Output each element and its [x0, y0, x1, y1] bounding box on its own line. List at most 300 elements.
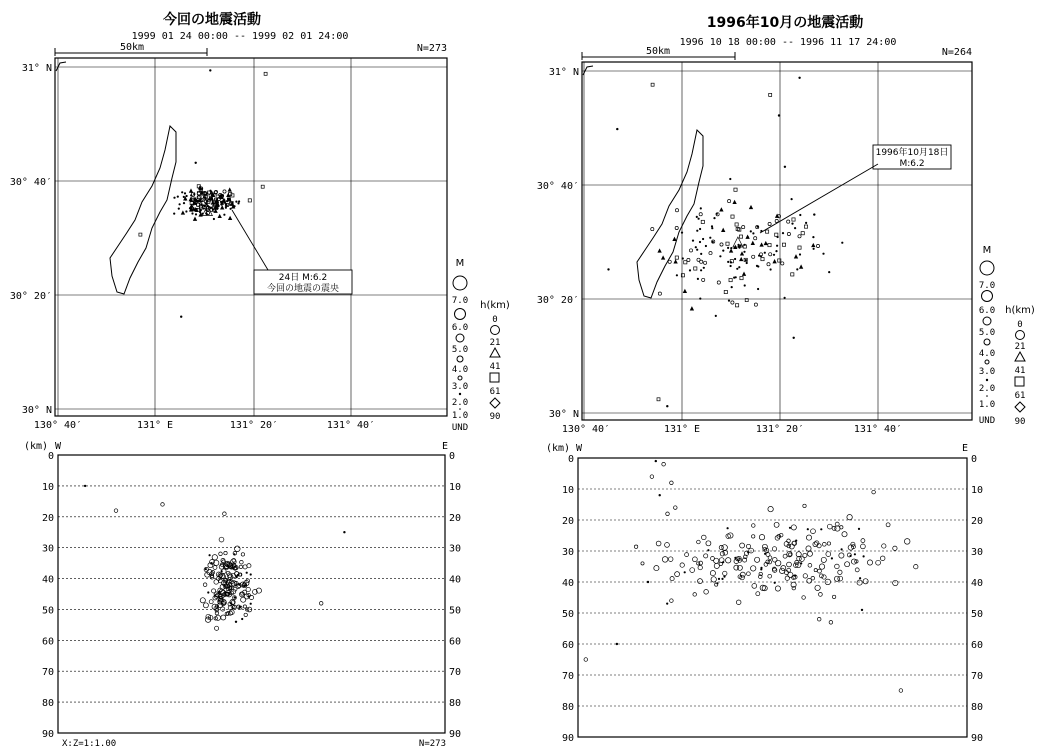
section-1-hypocenter — [237, 574, 239, 576]
section-2-hypocenter — [616, 643, 618, 645]
map-2-epicenter — [709, 252, 712, 255]
section-2-hypocenter — [827, 542, 830, 545]
section-2-depth-tick-label: 40 — [561, 578, 574, 589]
section-2-hypocenter — [827, 524, 832, 529]
map-2-epicenter — [731, 301, 734, 304]
map-2-epicenter — [799, 214, 801, 216]
map-2-epicenter — [791, 198, 793, 200]
map-1-epicenter — [223, 199, 225, 201]
legend-1-depth-label-1: 0 — [492, 315, 498, 325]
map-2-epicenter — [792, 218, 795, 221]
section-2-hypocenter — [711, 557, 715, 561]
map-2-epicenter — [751, 241, 754, 244]
section-2-hypocenter — [819, 574, 823, 578]
section-2-depth-tick-label: 70 — [971, 671, 984, 682]
map-2-epicenter — [683, 290, 686, 293]
map-2-epicenter — [778, 114, 780, 116]
map-1-epicenter — [203, 207, 205, 209]
section-2-hypocenter — [775, 560, 781, 566]
map-2-epicenter — [812, 244, 815, 247]
map-1-epicenter — [220, 195, 222, 197]
map-1-epicenter — [195, 162, 197, 164]
map-2-annotation-leader — [760, 164, 878, 233]
section-2-hypocenter — [815, 541, 819, 545]
section-2-hypocenter — [762, 544, 767, 549]
map-2-epicenter — [770, 268, 772, 270]
section-2-depth-tick-label: 50 — [971, 609, 984, 620]
legend-1-mag-symbol-7 — [459, 408, 461, 410]
map-1-epicenter — [183, 202, 185, 204]
map-2-epicenter — [743, 251, 745, 253]
section-2-hypocenter — [795, 540, 797, 542]
map-2-epicenter — [747, 236, 749, 238]
section-2-hypocenter — [858, 528, 860, 530]
map-2-epicenter — [754, 303, 757, 306]
section-2-hypocenter — [863, 555, 865, 557]
section-2-hypocenter — [789, 527, 791, 529]
map-1-epicenter — [191, 212, 193, 214]
map-1-epicenter — [200, 209, 202, 211]
section-1-hypocenter — [224, 551, 227, 554]
map-2-epicenter — [746, 262, 748, 264]
map-2-epicenter — [699, 298, 701, 300]
map-1-epicenter — [223, 214, 225, 216]
map-2-epicenter — [750, 230, 752, 232]
map-2-lon-tick-1: 130° 40′ — [561, 424, 611, 435]
map-2-epicenter — [757, 288, 759, 290]
map-2-epicenter — [704, 261, 707, 264]
section-2-hypocenter — [710, 571, 715, 576]
section-1-hypocenter — [200, 598, 205, 603]
map-2-epicenter — [700, 207, 702, 209]
legend-1-mag-symbol-5 — [458, 376, 462, 380]
map-2-epicenter — [729, 279, 732, 282]
section-1-hypocenter — [246, 572, 248, 574]
map-1-lat-tick-3: 30° 20′ — [9, 291, 52, 302]
map-1-epicenter — [218, 215, 221, 218]
legend-2-mag-symbol-7 — [986, 395, 988, 397]
map-2-epicenter — [717, 281, 720, 284]
section-2-hypocenter — [779, 568, 784, 573]
map-1-lon-tick-3: 131° 20′ — [229, 420, 279, 431]
section-2-hypocenter — [819, 593, 823, 597]
map-1-epicenter — [213, 202, 215, 204]
section-1-hypocenter — [343, 531, 345, 533]
legend-1-mag-label-4: 4.0 — [451, 365, 469, 375]
map-2-epicenter — [651, 83, 654, 86]
map-2-epicenter — [699, 228, 701, 230]
map-1-epicenter — [221, 202, 223, 204]
legend-1-depth-title: h(km) — [480, 300, 510, 311]
section-2-hypocenter — [814, 569, 817, 572]
map-2-epicenter — [616, 128, 618, 130]
section-1-hypocenter — [319, 602, 323, 606]
map-2-epicenter — [841, 242, 843, 244]
map-2-epicenter — [773, 260, 776, 263]
section-2-hypocenter — [876, 560, 881, 565]
section-1-hypocenter — [235, 546, 241, 552]
map-2-epicenter — [761, 258, 764, 261]
legend-2-depth-symbol-square — [1015, 377, 1024, 386]
legend-1-mag-label-8: UND — [451, 423, 469, 433]
map-2-epicenter — [730, 249, 733, 252]
section-1-depth-tick-label: 60 — [449, 636, 462, 648]
map-2-lat-tick-2: 30° 40′ — [536, 181, 579, 192]
section-2-hypocenter — [774, 582, 776, 584]
map-2-epicenter — [687, 258, 690, 261]
section-2-depth-tick-label: 80 — [971, 702, 984, 713]
map-2-epicenter — [722, 228, 725, 231]
map-2-epicenter — [775, 250, 777, 252]
section-2-hypocenter — [665, 543, 670, 548]
section-1-hypocenter — [211, 562, 213, 564]
map-2-coast-corner — [583, 66, 593, 75]
map-2-epicenter — [703, 267, 705, 269]
map-2-epicenter — [715, 315, 717, 317]
map-2-epicenter — [752, 232, 754, 234]
section-2-hypocenter — [697, 562, 700, 565]
map-2-epicenter — [777, 236, 779, 238]
map-2-epicenter — [675, 209, 678, 212]
map-2-epicenter — [705, 245, 707, 247]
legend-1-depth-symbol-triangle — [490, 348, 500, 357]
legend-1 — [452, 258, 510, 433]
section-1-hypocenter — [241, 618, 243, 620]
map-2-epicenter — [812, 236, 814, 238]
section-2-depth-tick-label: 50 — [561, 609, 574, 620]
map-2-scale-label: 50km — [645, 46, 671, 57]
map-2-epicenter — [739, 235, 742, 238]
map-1-epicenter — [223, 190, 226, 193]
legend-2-mag-symbol-1 — [980, 261, 994, 275]
section-1-hypocenter — [207, 591, 209, 593]
map-2-epicenter — [738, 266, 740, 268]
map-2-epicenter — [690, 307, 693, 310]
section-2-hypocenter — [584, 658, 588, 662]
section-1-hypocenter — [213, 566, 217, 570]
legend-2-depth-label-1: 0 — [1017, 320, 1023, 330]
map-2-epicenter — [692, 240, 694, 242]
section-2-hypocenter — [872, 490, 876, 494]
legend-2-mag-symbol-2 — [982, 291, 993, 302]
map-2-epicenter — [768, 222, 771, 225]
map-2-epicenter — [689, 249, 692, 252]
map-2-epicenter — [722, 250, 724, 252]
map-2-epicenter — [720, 208, 723, 211]
section-2-hypocenter — [861, 539, 865, 543]
map-2-lon-tick-4: 131° 40′ — [853, 424, 903, 435]
legend-1-mag-symbol-6 — [459, 393, 461, 395]
legend-2-magnitude-title: M — [982, 245, 992, 256]
map-2-epicenter — [776, 245, 778, 247]
section-2-hypocenter — [697, 540, 701, 544]
section-2-hypocenter — [693, 557, 698, 562]
map-2-epicenter — [728, 300, 730, 302]
section-2-hypocenter — [690, 568, 695, 573]
section-1-hypocenter — [239, 565, 242, 568]
map-2-epicenter — [766, 230, 769, 233]
section-2-hypocenter — [752, 535, 755, 538]
section-1-hypocenter — [114, 509, 118, 513]
section-1-depth-tick-label: 0 — [449, 451, 456, 462]
section-2-hypocenter — [756, 592, 760, 596]
section-1-depth-tick-label: 0 — [47, 451, 54, 462]
map-2-epicenter — [675, 256, 678, 259]
map-2-epicenter — [791, 273, 794, 276]
map-2-epicenter — [730, 265, 732, 267]
legend-2-depth-symbol-circle — [1016, 331, 1025, 340]
legend-1-mag-label-7: 1.0 — [451, 411, 469, 421]
map-2-epicenter — [658, 249, 661, 252]
section-2-hypocenter — [740, 575, 745, 580]
section-2-depth-tick-label: 80 — [561, 702, 574, 713]
map-1-frame — [55, 58, 447, 416]
section-1-grid — [58, 486, 445, 702]
map-2-epicenter — [700, 269, 702, 271]
map-2-epicenter — [711, 227, 713, 229]
section-2-hypocenter — [845, 562, 850, 567]
section-2-depth-tick-label: 90 — [971, 733, 984, 744]
map-2-frame — [582, 62, 972, 420]
section-2-hypocenter — [674, 506, 678, 510]
section-2-depth-tick-label: 0 — [971, 454, 978, 465]
map-2-epicenter — [682, 257, 684, 259]
map-1-epicenter — [201, 203, 203, 205]
map-2-epicenter — [700, 253, 702, 255]
section-2-hypocenter — [851, 559, 856, 564]
section-2-hypocenter — [654, 566, 659, 571]
section-2-hypocenter — [808, 563, 812, 567]
map-1-epicenter — [228, 188, 231, 191]
map-2-epicenter — [793, 337, 795, 339]
map-2-epicenter — [730, 247, 732, 249]
section-1-depth-tick-label: 10 — [449, 481, 462, 493]
section-2-hypocenter — [783, 554, 787, 558]
legend-2-depth-symbol-triangle — [1015, 352, 1025, 361]
section-2-hypocenter — [634, 545, 637, 548]
section-1-hypocenter — [235, 621, 237, 623]
section-1-hypocenter — [243, 565, 247, 569]
section-2-depth-tick-label: 40 — [971, 578, 984, 589]
map-2-epicenter — [760, 243, 763, 246]
map-2-epicenter — [787, 220, 790, 223]
section-2-hypocenter — [772, 547, 776, 551]
map-2-epicenter — [740, 277, 743, 280]
map-2-lat-tick-1: 31° N — [548, 67, 579, 78]
map-1-count: N=273 — [416, 43, 447, 54]
section-2-hypocenter — [829, 621, 833, 625]
map-2-epicenter — [791, 223, 793, 225]
section-1-hypocenter — [219, 552, 223, 556]
map-1-epicenter — [179, 203, 181, 205]
map-2-epicenter — [798, 246, 801, 249]
map-1-lat-tick-2: 30° 40′ — [9, 177, 52, 188]
section-1-west-label: W — [55, 441, 62, 452]
section-1-east-label: E — [442, 441, 449, 452]
section-1-hypocenter — [240, 560, 244, 564]
legend-1-depth-symbol-diamond — [490, 398, 500, 408]
section-2-depth-tick-label: 20 — [971, 516, 984, 527]
legend-2-depth-label-4: 61 — [1014, 391, 1026, 401]
section-2-hypocenter — [670, 481, 674, 485]
map-1-epicenter — [178, 208, 180, 210]
map-2-epicenter — [781, 262, 784, 265]
section-2-frame — [578, 458, 967, 737]
section-2-hypocenter — [704, 554, 708, 558]
section-2-hypocenter — [706, 541, 711, 546]
map-1-epicenter — [209, 69, 211, 71]
section-1-hypocenter — [215, 615, 220, 620]
section-2-east-label: E — [962, 443, 969, 454]
map-2-epicenter — [778, 259, 781, 262]
legend-2-mag-label-2: 6.0 — [978, 306, 996, 316]
map-2-epicenter — [756, 265, 758, 267]
section-2-grid — [578, 489, 967, 706]
legend-1-depth-symbol-circle — [491, 326, 500, 335]
legend-1-mag-symbol-4 — [457, 356, 463, 362]
section-1-hypocenter — [243, 605, 246, 608]
section-2-hypocenter — [882, 544, 886, 548]
section-2-hypocenter — [752, 524, 756, 528]
map-1-epicenter — [184, 192, 186, 194]
section-2-hypocenter — [668, 557, 673, 562]
map-2-epicenter — [651, 228, 654, 231]
section-1-hypocenter — [250, 603, 252, 605]
section-2-hypocenter — [861, 544, 866, 549]
legend-1-mag-label-2: 6.0 — [451, 323, 469, 333]
map-2-epicenter — [657, 398, 660, 401]
section-2-hypocenter — [768, 556, 772, 560]
map-1-island-outline — [110, 126, 176, 294]
map-1-epicenter — [189, 207, 191, 209]
section-1-hypocenter — [203, 583, 207, 587]
section-2-depth-tick-label: 70 — [561, 671, 574, 682]
map-2-epicenter — [699, 241, 701, 243]
section-1-depth-tick-label: 20 — [41, 512, 54, 524]
legend-2-mag-symbol-6 — [986, 379, 988, 381]
map-2-lon-tick-3: 131° 20′ — [755, 424, 805, 435]
section-2-hypocenter — [863, 579, 868, 584]
section-1-depth-tick-label: 80 — [41, 698, 54, 710]
map-1-epicenter — [181, 211, 184, 214]
section-2-hypocenter — [655, 460, 657, 462]
map-2-epicenter — [668, 260, 671, 263]
map-2-epicenter — [729, 178, 731, 180]
map-1-scale-label: 50km — [119, 42, 145, 53]
section-2-depth-tick-label: 10 — [971, 485, 984, 496]
map-2-epicenter — [805, 222, 807, 224]
map-1-epicenter — [229, 217, 232, 220]
map-1-epicenter — [212, 200, 214, 202]
map-1-annotation-leader — [232, 210, 268, 270]
section-1-depth-tick-label: 10 — [41, 481, 54, 493]
map-2-epicenter — [695, 246, 697, 248]
map-1-epicenter — [221, 206, 224, 209]
map-1-lon-tick-1: 130° 40′ — [33, 420, 83, 431]
map-2-epicenter — [736, 268, 738, 270]
map-1-epicenter — [193, 217, 196, 220]
map-2-lat-tick-3: 30° 20′ — [536, 295, 579, 306]
map-1-epicenter — [200, 189, 202, 191]
map-2-epicenter — [752, 255, 755, 258]
map-1-epicenter — [180, 316, 182, 318]
map-2-epicenter — [662, 256, 665, 259]
section-1-hypocenter — [239, 606, 241, 608]
section-1-hypocenter — [229, 579, 231, 581]
map-2-epicenter — [701, 220, 704, 223]
section-2-hypocenter — [811, 576, 815, 580]
map-2-epicenter — [698, 218, 700, 220]
map-1-epicenter — [139, 233, 142, 236]
legend-1-mag-label-3: 5.0 — [451, 345, 469, 355]
map-2-epicenter — [730, 261, 732, 263]
section-2-hypocenter — [764, 553, 766, 555]
legend-2-mag-label-5: 3.0 — [978, 367, 996, 377]
section-2-hypocenter — [785, 571, 789, 575]
map-2-epicenter — [822, 253, 824, 255]
section-2-hypocenter — [702, 535, 707, 540]
map-2-epicenter — [760, 255, 762, 257]
map-2-epicenter — [784, 166, 786, 168]
section-1-hypocenter — [227, 579, 229, 581]
section-2-depth-ticks — [562, 454, 983, 744]
map-2-epicenter — [798, 77, 800, 79]
map-1-epicenter — [210, 207, 212, 209]
section-2-hypocenter — [768, 506, 773, 511]
map-1-epicenter — [238, 200, 240, 202]
section-2-hypocenter — [914, 565, 918, 569]
map-1-epicenter — [193, 193, 195, 195]
map-2-epicenter — [813, 248, 815, 250]
section-2-hypocenter — [867, 560, 872, 565]
section-1-hypocenter — [250, 573, 252, 575]
map-1-epicenter — [177, 196, 179, 198]
map-1-lat-tick-4: 30° N — [21, 405, 52, 416]
map-2-epicenter — [744, 284, 746, 286]
legend-2-mag-label-8: UND — [978, 416, 996, 426]
map-1-epicenter — [186, 195, 188, 197]
section-1-depth-tick-label: 40 — [41, 574, 54, 586]
map-2-epicenter — [696, 230, 698, 232]
map-1-epicenter — [264, 72, 267, 75]
legend-2-depth-title: h(km) — [1005, 305, 1035, 316]
map-1-epicenter — [208, 198, 210, 200]
map-2-epicenter — [731, 215, 734, 218]
section-2-hypocenter — [832, 526, 836, 530]
map-2-epicenter — [800, 265, 803, 268]
section-2-hypocenter — [698, 579, 703, 584]
section-1-hypocenter — [214, 580, 219, 585]
map-2-epicenter — [689, 269, 691, 271]
section-2-hypocenter — [719, 545, 723, 549]
section-1-hypocenter — [236, 576, 238, 578]
map-2-epicenter — [796, 268, 798, 270]
section-2-hypocenter — [904, 539, 910, 545]
map-1-epicenter — [227, 193, 230, 196]
section-2-depth-tick-label: 20 — [561, 516, 574, 527]
map-2-epicenter — [782, 232, 784, 234]
legend-1-depth-label-4: 61 — [489, 387, 501, 397]
section-2-hypocenter — [861, 609, 863, 611]
section-2-hypocenter — [727, 527, 729, 529]
section-1-ylabel: (km) — [24, 441, 49, 452]
section-2-hypocenter — [817, 544, 821, 548]
section-2-hypocenter — [747, 572, 751, 576]
map-2-epicenter — [764, 242, 767, 245]
section-2-hypocenter — [826, 552, 831, 557]
map-2-epicenter — [742, 226, 745, 229]
map-2-epicenter — [696, 249, 698, 251]
